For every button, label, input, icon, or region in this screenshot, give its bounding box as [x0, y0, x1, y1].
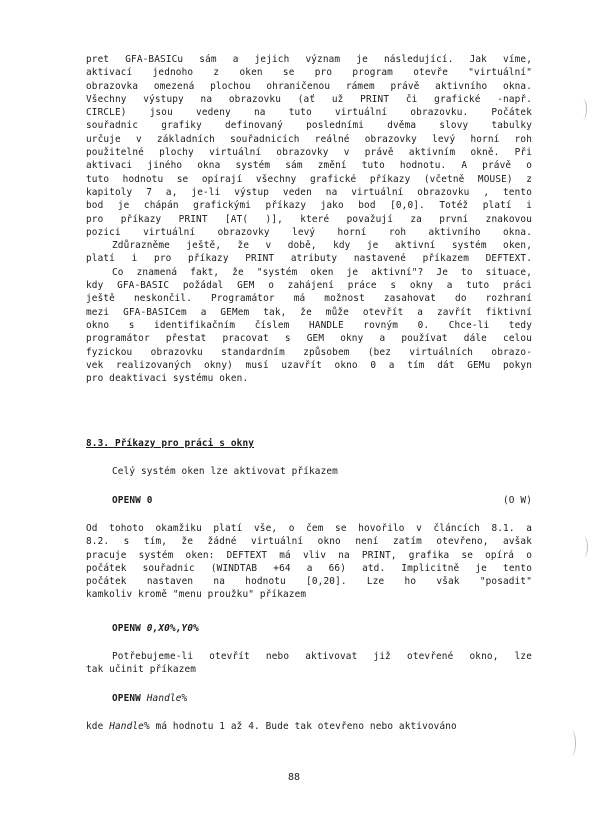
command-openw-handle: [86, 692, 532, 705]
paragraph-open-window: [86, 650, 532, 677]
text-line: obrazovka omezená plochou ohraničenou rámem právě aktivního okna.: [86, 80, 532, 92]
text-line: bod je chápán grafickými příkazy jako bod [0,0]. Totéž platí i: [86, 200, 532, 212]
section-heading-block: [86, 437, 532, 450]
text-line: mezi GFA-BASICem a GEMem tak, že může otevřít a zavřít fiktivní: [86, 306, 532, 318]
text-line: kamkoliv kromě "menu proužku" příkazem: [86, 589, 307, 601]
command-openw-0: [86, 494, 532, 507]
variable-name: Handle%: [109, 721, 150, 732]
scan-artifact-mark: [580, 537, 588, 557]
text-line: aktivací jednoho z oken se pro program otevře "virtuální": [86, 67, 532, 79]
text-line: kdy GFA-BASIC požádal GEM o zahájení práce s okny a tuto práci: [86, 280, 532, 292]
command-text: OPENW 0: [112, 495, 153, 506]
text-line: pro příkazy PRINT [AT( )], které považují za první znakovou: [86, 213, 532, 225]
text-line: programátor přestat pracovat s GEM okny a používat dále celou: [86, 333, 532, 345]
text-line: Zdůrazněme ještě, že v době, kdy je aktivní systém oken,: [112, 240, 532, 252]
text-line: Od tohoto okamžiku platí vše, o čem se hovořilo v článcích 8.1. a: [86, 523, 532, 534]
text-line: počátek souřadnic (WINDTAB +64 a 66) atd. Implicitně je tento: [86, 562, 532, 574]
scan-artifact-mark: [566, 730, 576, 756]
text-line: okno s identifikačním číslem HANDLE rovným 0. Chce-li tedy: [86, 319, 532, 331]
text-line: pret GFA-BASICu sám a jejich význam je následující. Jak víme,: [86, 54, 532, 65]
paragraph-window-origin: [86, 53, 532, 385]
text-line: 8.2. s tím, že žádné virtuální okno není zatím otevřeno, avšak: [86, 536, 532, 548]
text-line: tak učinit příkazem: [86, 664, 197, 676]
text-line: ještě neskončil. Programátor má možnost zasahovat do rozhraní: [86, 293, 532, 305]
text-line: CIRCLE) jsou vedeny na tuto virtuální obrazovku. Počátek: [86, 107, 532, 119]
command-argument: Handle%: [146, 693, 188, 704]
command-openw-origin: [86, 622, 532, 635]
command-arguments: 0,X0%,Y0%: [146, 623, 199, 634]
text-line: použitelné plochy virtuální obrazovky v právě aktivním okně. Při: [86, 147, 532, 159]
text-line: pro deaktivaci systému oken.: [86, 373, 249, 385]
text-line: Co znamená fakt, že "systém oken je aktivní"? Je to situace,: [112, 266, 532, 278]
text-fragment: kde: [86, 721, 110, 732]
section-heading: 8.3. Příkazy pro práci s okny: [86, 438, 255, 449]
text-line: pozici virtuální obrazovky levý horní roh aktivního okna.: [86, 226, 532, 238]
text-fragment: má hodnotu 1 až 4. Bude tak otevřeno nebo aktivováno: [149, 721, 457, 732]
text-line: tuto hodnotu se opírají všechny grafické příkazy (včetně MOUSE) z: [86, 173, 532, 185]
paragraph-handle: [86, 720, 532, 733]
command-text: [86, 692, 532, 705]
command-keyword: OPENW: [112, 623, 147, 634]
text-line: Všechny výstupy na obrazovku (ať už PRINT či grafické -např.: [86, 93, 532, 105]
text-line: [86, 720, 532, 733]
command-text: [86, 622, 532, 635]
text-line: aktivaci jiného okna systém sám změní tuto hodnotu. A právě o: [86, 160, 532, 172]
paragraph-openw-effects: [86, 522, 532, 602]
text-line: kapitoly 7 a, je-li výstup veden na virtuální obrazovku , tento: [86, 186, 532, 198]
text-line: vek realizovaných okny) musí uzavřít okno 0 a tím dát GEMu pokyn: [86, 359, 532, 371]
text-line: souřadnic grafiky definovaný posledními dvěma slovy tabulky: [86, 120, 532, 132]
text-line: určuje v základních souřadnicích reálné obrazovky levý horní roh: [86, 133, 532, 145]
text-line: Potřebujeme-li otevřít nebo aktivovat již otevřené okno, lze: [112, 651, 532, 662]
text-line: platí i pro příkazy PRINT atributy nastavené příkazem DEFTEXT.: [86, 253, 532, 265]
text-line: Celý systém oken lze aktivovat příkazem: [112, 466, 338, 477]
text-line: počátek nastaven na hodnotu [0,20]. Lze ho však "posadit": [86, 576, 532, 588]
command-abbreviation: (O W): [503, 495, 532, 506]
text-line: fyzickou obrazovku standardním způsobem (bez virtuálních obrazo-: [86, 346, 532, 358]
text-line: pracuje systém oken: DEFTEXT má vliv na PRINT, grafika se opírá o: [86, 549, 532, 561]
command-keyword: OPENW: [112, 693, 147, 704]
page-number: 88: [288, 772, 301, 783]
scan-artifact-mark: [578, 98, 587, 120]
intro-block: [86, 465, 532, 478]
